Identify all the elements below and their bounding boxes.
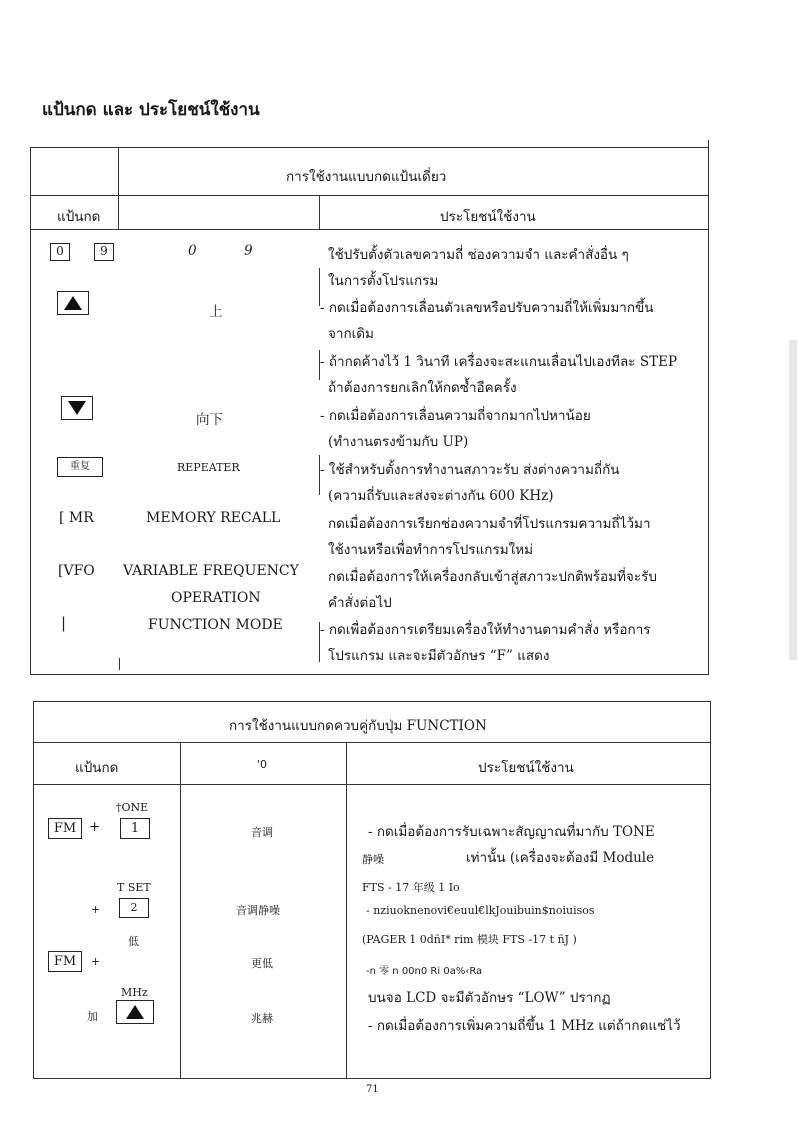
row-function-desc-1: - กดเพื่อต้องการเตรียมเครื่องให้ทำงานตามคำสั่ง หรือการ	[320, 622, 651, 638]
row-low-desc-1: -n 零 n 00n0 Ri 0a%‹Ra	[366, 966, 483, 977]
repeater-key[interactable]: 重复	[57, 457, 103, 477]
table1-right-border	[708, 147, 709, 675]
row-mhz-desc-2: - กดเมื่อต้องการเพิ่มความถี่ขึ้น 1 MHz แต่ถ้ากดแช่ไว้	[368, 1018, 681, 1034]
row-digits-desc-2: ในการตั้งโปรแกรม	[328, 273, 439, 289]
down-key[interactable]	[61, 396, 93, 420]
row-tone-desc-2: เท่านั้น (เครื่องจะต้องมี Module	[466, 850, 655, 866]
key-0[interactable]: 0	[50, 243, 70, 261]
table1-left-border	[30, 147, 31, 675]
table1-col-divider-2	[319, 195, 320, 229]
table1-col-tick-e	[119, 658, 120, 670]
fm-key-1[interactable]: FM	[48, 818, 82, 839]
table2-left-border	[33, 701, 34, 1079]
table2-col-key-header: แป้นกด	[75, 760, 119, 776]
key-9[interactable]: 9	[94, 243, 114, 261]
row-vfo-desc-1: กดเมื่อต้องการให้เครื่องกลับเข้าสู่สภาวะปกติพร้อมที่จะรับ	[328, 569, 657, 585]
table1-header-title: การใช้งานแบบกดแป้นเดี่ยว	[286, 169, 447, 185]
row-tone-desc-1: - กดเมื่อต้องการรับเฉพาะสัญญาณที่มากับ TONE	[368, 824, 655, 840]
table2-top-border	[33, 701, 711, 702]
vfo-name-1: VARIABLE FREQUENCY	[123, 563, 299, 579]
row-vfo-desc-2: คำสั่งต่อไป	[328, 595, 392, 611]
table1-top-border	[30, 147, 709, 148]
table2-col-usage-header: ประโยชน์ใช้งาน	[478, 760, 574, 776]
down-key-name: 向下	[196, 412, 223, 428]
row-up-desc-4: ถ้าต้องการยกเลิกให้กดซ้ำอีคครั้ง	[328, 380, 517, 396]
row-tset-desc-1: - nziuoknenovi€euul€lkJouibuin$noiuisos	[366, 904, 595, 917]
table1-header-divider	[30, 195, 709, 196]
table2-col-mid-header: '0	[257, 758, 268, 771]
key-9-name: 9	[244, 243, 253, 259]
low-name: 更低	[251, 957, 273, 970]
row-tone-desc-prefix: 静噪	[362, 853, 384, 866]
up-arrow-icon	[64, 296, 82, 310]
page-number: 71	[366, 1084, 379, 1095]
repeater-name: REPEATER	[177, 461, 240, 474]
down-arrow-icon	[68, 401, 86, 415]
row-tset-desc-2: (PAGER 1 0dñI* rim 模块 FTS -17 t ñJ )	[362, 933, 577, 946]
page-title: แป้นกด และ ประโยชน์ใช้งาน	[42, 100, 260, 120]
table2-header-title: การใช้งานแบบกดควบคู่กับปุ่ม FUNCTION	[229, 718, 487, 734]
row-mhz-desc-1: บนจอ LCD จะมีตัวอักษร “LOW” ปรากฏ	[368, 990, 611, 1006]
table1-col-usage-header: ประโยชน์ใช้งาน	[440, 209, 536, 225]
mhz-up-key[interactable]	[116, 1000, 154, 1024]
function-name: FUNCTION MODE	[148, 617, 283, 633]
vfo-name-2: OPERATION	[171, 590, 261, 606]
function-key[interactable]: |	[61, 614, 67, 632]
up-key-name: 上	[209, 304, 223, 320]
table1-bottom-border	[30, 674, 709, 675]
fm-key-2[interactable]: FM	[48, 951, 82, 972]
row-tone-desc-3: FTS - 17 年级 1 Io	[362, 881, 460, 894]
row-mr-desc-1: กดเมื่อต้องการเรียกช่องความจำที่โปรแกรมความถี่ไว้มา	[328, 516, 651, 532]
table2-bottom-border	[33, 1078, 711, 1079]
plus-sign-1: +	[89, 819, 101, 835]
key-2[interactable]: 2	[119, 898, 149, 918]
table1-col-divider-1	[118, 147, 119, 229]
table1-subheader-divider	[30, 229, 709, 230]
key-0-name: 0	[188, 243, 197, 259]
up-key[interactable]	[57, 291, 89, 315]
mr-key[interactable]: [ MR	[59, 510, 94, 526]
mr-name: MEMORY RECALL	[146, 510, 281, 526]
table2-subheader-divider	[33, 784, 711, 785]
row-up-desc-3: - ถ้ากดค้างไว้ 1 วินาที เครื่องจะสะแกนเลื่อนไปเองทีละ STEP	[320, 354, 678, 370]
table2-header-divider	[33, 742, 711, 743]
low-top-label: 低	[128, 935, 139, 948]
row-digits-desc-1: ใช้ปรับตั้งตัวเลขความถี่ ช่องความจำ และคำสั่งอื่น ๆ	[328, 247, 629, 263]
plus-sign-2: +	[91, 903, 101, 916]
scan-edge-shadow	[789, 340, 797, 660]
tone-name: 音调	[251, 826, 273, 839]
mhz-prefix: 加	[87, 1010, 98, 1023]
row-down-desc-2: (ทำงานตรงข้ามกับ UP)	[328, 434, 469, 450]
vfo-key[interactable]: [VFO	[58, 563, 95, 579]
row-up-desc-2: จากเดิม	[328, 326, 374, 342]
table2-col-divider-1	[180, 742, 181, 1079]
table1-col-key-header: แป้นกด	[57, 209, 101, 225]
tset-top-label: T SET	[117, 881, 151, 894]
table2-right-border	[710, 701, 711, 1079]
tone-top-label: †ONE	[116, 801, 149, 814]
mhz-name: 兆赫	[251, 1012, 273, 1025]
row-repeater-desc-1: - ใช้สำหรับตั้งการทำงานสภาวะรับ ส่งต่างความถี่กัน	[320, 462, 620, 478]
row-function-desc-2: โปรแกรม และจะมีตัวอักษร “F” แสดง	[328, 648, 550, 664]
table2-col-divider-2	[346, 742, 347, 1079]
up-arrow-icon	[126, 1005, 144, 1019]
tset-name: 音调静噪	[236, 904, 280, 917]
table1-corner-tick	[708, 140, 709, 148]
row-mr-desc-2: ใช้งานหรือเพื่อทำการโปรแกรมใหม่	[328, 542, 534, 558]
row-repeater-desc-2: (ความถี่รับและส่งจะต่างกัน 600 KHz)	[328, 488, 554, 504]
mhz-top-label: MHz	[121, 986, 148, 999]
row-up-desc-1: - กดเมื่อต้องการเลื่อนตัวเลขหรือปรับความถี่ให้เพิ่มมากขึ้น	[320, 300, 654, 316]
key-1[interactable]: 1	[120, 818, 150, 839]
row-down-desc-1: - กดเมื่อต้องการเลื่อนความถี่จากมากไปหาน้อย	[320, 408, 591, 424]
plus-sign-3: +	[91, 955, 101, 968]
